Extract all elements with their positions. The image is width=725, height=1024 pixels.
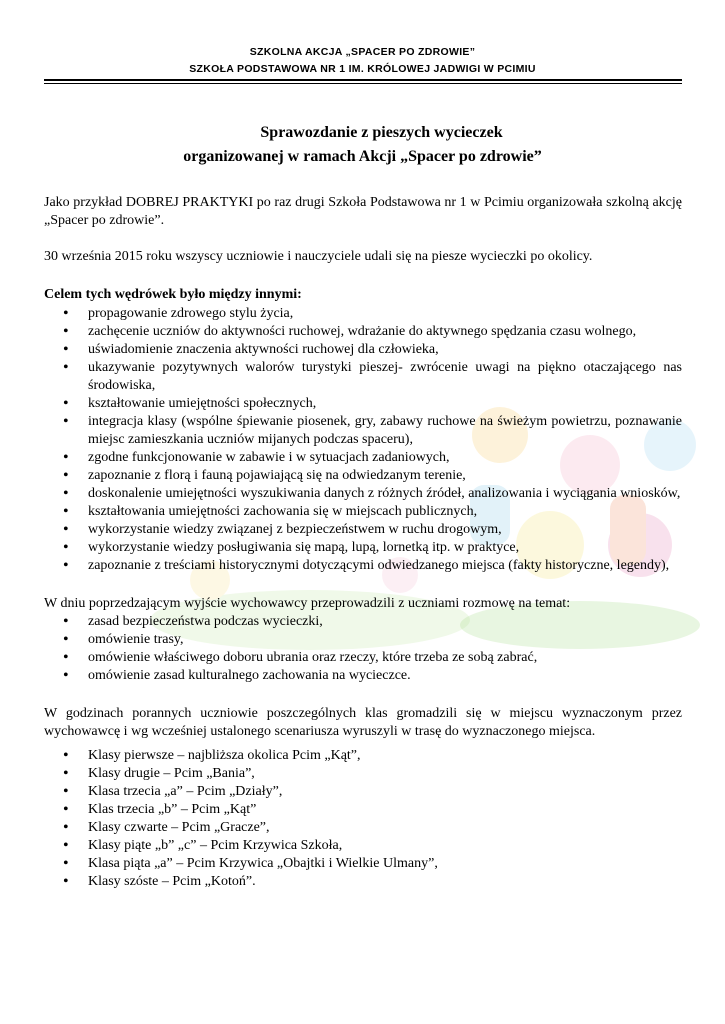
route-item: • Klasa trzecia „a” – Pcim „Działy”, bbox=[44, 783, 682, 801]
goal-item: • propagowanie zdrowego stylu życia, bbox=[44, 305, 682, 323]
goal-item: • zapoznanie z florą i fauną pojawiającą się na odwiedzanym terenie, bbox=[44, 467, 682, 485]
header-rule-thick bbox=[44, 79, 682, 81]
header-line-1: SZKOLNA AKCJA „SPACER PO ZDROWIE” bbox=[249, 46, 476, 58]
talk-intro: W dniu poprzedzającym wyjście wychowawcy przeprowadzili z uczniami rozmowę na temat: bbox=[44, 596, 571, 611]
school-header bbox=[0, 44, 725, 78]
document-body bbox=[44, 194, 682, 891]
goal-item: • wykorzystanie wiedzy związanej z bezpieczeństwem w ruchu drogowym, bbox=[44, 521, 682, 539]
talk-item: • zasad bezpieczeństwa podczas wycieczki, bbox=[44, 613, 682, 631]
talk-list bbox=[44, 613, 682, 685]
goal-item: • zgodne funkcjonowanie w zabawie i w sytuacjach zadaniowych, bbox=[44, 449, 682, 467]
goal-item: • kształtowania umiejętności zachowania się w miejscach publicznych, bbox=[44, 503, 682, 521]
talk-item: • omówienie trasy, bbox=[44, 631, 682, 649]
goal-item: • kształtowanie umiejętności społecznych, bbox=[44, 395, 682, 413]
goals-list bbox=[44, 305, 682, 575]
route-item: • Klasy drugie – Pcim „Bania”, bbox=[44, 765, 682, 783]
routes-intro: W godzinach porannych uczniowie poszczególnych klas gromadzili się w miejscu wyznaczonym przez wychowawcę i wg wcześniej ustalonego scenariusza wyruszyli w trasę do wyznaczonego miejsca. bbox=[44, 706, 682, 739]
route-item: • Klasy czwarte – Pcim „Gracze”, bbox=[44, 819, 682, 837]
goals-heading: Celem tych wędrówek było między innymi: bbox=[44, 287, 302, 302]
goal-item: • uświadomienie znaczenia aktywności ruchowej dla człowieka, bbox=[44, 341, 682, 359]
document-title bbox=[0, 121, 725, 169]
header-rule-thin bbox=[44, 83, 682, 84]
routes-list bbox=[44, 747, 682, 891]
talk-item: • omówienie właściwego doboru ubrania oraz rzeczy, które trzeba ze sobą zabrać, bbox=[44, 649, 682, 667]
talk-item: • omówienie zasad kulturalnego zachowania na wycieczce. bbox=[44, 667, 682, 685]
route-item: • Klasy pierwsze – najbliższa okolica Pcim „Kąt”, bbox=[44, 747, 682, 765]
route-item: • Klas trzecia „b” – Pcim „Kąt” bbox=[44, 801, 682, 819]
title-line-2: organizowanej w ramach Akcji „Spacer po zdrowie” bbox=[183, 148, 542, 165]
date-paragraph: 30 września 2015 roku wszyscy uczniowie i nauczyciele udali się na piesze wycieczki po okolicy. bbox=[44, 249, 593, 264]
intro-paragraph: Jako przykład DOBREJ PRAKTYKI po raz drugi Szkoła Podstawowa nr 1 w Pcimiu organizowała szkolną akcję „Spacer po zdrowie”. bbox=[44, 195, 682, 228]
goal-item: • wykorzystanie wiedzy posługiwania się mapą, lupą, lornetką itp. w praktyce, bbox=[44, 539, 682, 557]
title-line-1: Sprawozdanie z pieszych wycieczek bbox=[260, 124, 503, 141]
goal-item: • ukazywanie pozytywnych walorów turystyki pieszej- zwrócenie uwagi na piękno otaczającego nas środowiska, bbox=[44, 359, 682, 395]
route-item: • Klasa piąta „a” – Pcim Krzywica „Obajtki i Wielkie Ulmany”, bbox=[44, 855, 682, 873]
goal-item: • integracja klasy (wspólne śpiewanie piosenek, gry, zabawy ruchowe na świeżym powietrzu, poznawanie miejsc zamieszkania uczniów mijanych podczas spaceru), bbox=[44, 413, 682, 449]
header-line-2: SZKOŁA PODSTAWOWA NR 1 IM. KRÓLOWEJ JADWIGI W PCIMIU bbox=[189, 63, 536, 75]
goal-item: • doskonalenie umiejętności wyszukiwania danych z różnych źródeł, analizowania i wyciągania wniosków, bbox=[44, 485, 682, 503]
route-item: • Klasy piąte „b” „c” – Pcim Krzywica Szkoła, bbox=[44, 837, 682, 855]
goal-item: • zachęcenie uczniów do aktywności ruchowej, wdrażanie do aktywnego spędzania czasu wolnego, bbox=[44, 323, 682, 341]
goal-item: • zapoznanie z treściami historycznymi dotyczącymi odwiedzanego miejsca (fakty historyczne, legendy), bbox=[44, 557, 682, 575]
route-item: • Klasy szóste – Pcim „Kotoń”. bbox=[44, 873, 682, 891]
